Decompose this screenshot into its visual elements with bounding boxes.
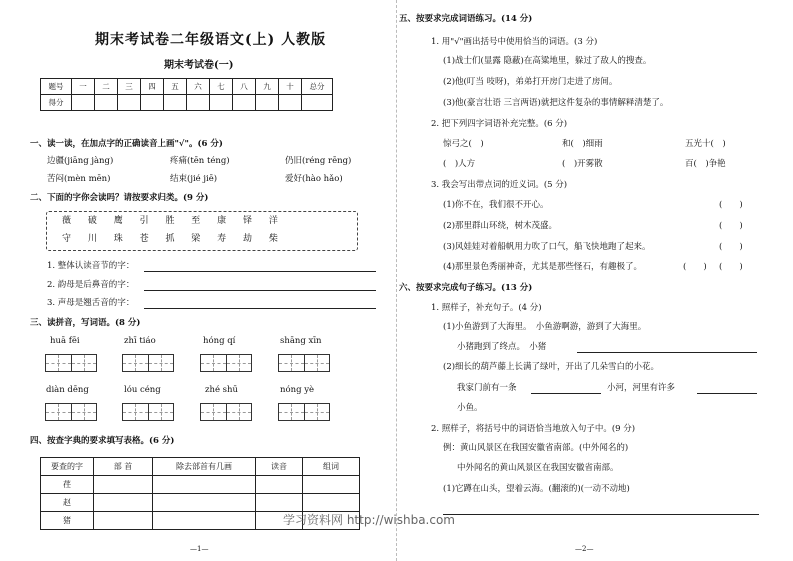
watermark: 学习资料网 http://wishba.com [283,513,455,527]
character-row: 薇 破 鹰 引 胜 至 康 铎 洋 [62,216,278,226]
exam-subtitle: 期末考试卷(一) [164,60,234,71]
q6-example: 中外闻名的黄山风景区在我国安徽省南部。 [457,463,619,473]
writing-grid[interactable] [122,403,174,421]
score-header-cell: 十 [279,79,302,95]
idiom-blank[interactable]: 五光十( ) [685,139,726,149]
q5-choice[interactable]: (1)战士们(显露 隐蔽)在高粱地里，躲过了敌人的搜查。 [443,56,652,66]
idiom-blank[interactable]: 和( )细雨 [562,139,603,149]
dict-cell[interactable] [153,476,256,494]
idiom-blank[interactable]: 惊弓之( ) [443,139,484,149]
page-right [397,0,793,561]
dict-cell[interactable] [153,512,256,530]
q2-line-label: 3. 声母是翘舌音的字： [47,298,135,308]
synonym-item: (1)你不在，我们很不开心。 [443,200,549,210]
answer-line[interactable] [144,308,376,309]
q5-choice[interactable]: (3)他(豪言壮语 三言两语)就把这件复杂的事情解释清楚了。 [443,98,669,108]
writing-grid[interactable] [200,354,252,372]
dict-cell[interactable] [303,476,360,494]
answer-line[interactable] [577,352,757,353]
pinyin: hóng qí [203,336,236,346]
q6-fill-text: 小猪跑到了终点。 小猪 [457,342,547,352]
q5-part2: 2. 把下列四字词语补充完整。(6 分) [431,119,568,129]
character-row: 守 川 珠 苍 抓 梁 寿 劫 柴 [62,234,278,244]
dict-cell[interactable] [153,494,256,512]
dict-char: 赵 [41,494,94,512]
score-header-cell: 五 [164,79,187,95]
score-header-cell: 总分 [302,79,333,95]
score-cell[interactable] [233,95,256,111]
score-cell[interactable] [72,95,95,111]
q5-choice[interactable]: (2)他(叮当 吱呀)，弟弟打开房门走进了房间。 [443,77,618,87]
page-title: 期末考试卷二年级语文(上) 人教版 [95,32,327,48]
q6-fill-text: 我家门前有一条 [457,383,517,393]
dict-cell[interactable] [256,476,303,494]
synonym-item: (3)风娃娃对着船帆用力吹了口气，船飞快地跑了起来。 [443,242,651,252]
dict-header: 组词 [303,458,360,476]
q3-heading: 三、读拼音，写词语。(8 分) [30,318,141,328]
q4-heading: 四、按查字典的要求填写表格。(6 分) [30,436,175,446]
score-header-cell: 一 [72,79,95,95]
writing-grid[interactable] [278,403,330,421]
score-cell[interactable] [302,95,333,111]
score-header-cell: 四 [141,79,164,95]
writing-grid[interactable] [45,354,97,372]
synonym-item: (4)那里景色秀丽神奇，尤其是那些怪石，有趣极了。 [443,262,643,272]
dict-cell[interactable] [94,494,153,512]
writing-grid[interactable] [278,354,330,372]
score-input-row [41,95,333,111]
score-header-cell: 八 [233,79,256,95]
q1-item[interactable]: 苦闷(mèn mēn) [47,174,111,184]
dict-char: 荏 [41,476,94,494]
score-cell[interactable] [279,95,302,111]
dict-header: 要查的字 [41,458,94,476]
dict-cell[interactable] [94,512,153,530]
q6-example: (2)细长的葫芦藤上长满了绿叶，开出了几朵雪白的小花。 [443,362,660,372]
dict-cell[interactable] [94,476,153,494]
q6-part1: 1. 照样子，补充句子。(4 分) [431,303,542,313]
q2-line-label: 2. 韵母是后鼻音的字： [47,280,135,290]
dict-header: 部 首 [94,458,153,476]
score-header-cell: 题号 [41,79,72,95]
q6-example: 例：黄山风景区在我国安徽省南部。(中外闻名的) [443,443,629,453]
score-cell[interactable] [118,95,141,111]
score-header-cell: 九 [256,79,279,95]
score-header-row [41,79,333,95]
q2-line-label: 1. 整体认读音节的字： [47,261,135,271]
answer-line[interactable] [443,514,759,515]
q5-heading: 五、按要求完成词语练习。(14 分) [399,14,533,24]
q1-item[interactable]: 疼痛(tēn téng) [170,156,230,166]
score-table [40,78,333,111]
q2-heading: 二、下面的字你会读吗？请按要求归类。(9 分) [30,193,209,203]
synonym-blank[interactable]: ( ) [719,221,743,231]
page-left [0,0,396,561]
answer-line[interactable] [697,393,757,394]
score-cell[interactable] [95,95,118,111]
answer-line[interactable] [531,393,601,394]
synonym-blank[interactable]: ( ) [719,242,743,252]
score-cell[interactable] [187,95,210,111]
q1-item[interactable]: 边疆(jiāng jàng) [47,156,114,166]
pinyin: nóng yè [280,385,315,395]
synonym-blank[interactable]: ( ) [719,262,743,272]
q6-part2: 2. 照样子，将括号中的词语恰当地放入句子中。(9 分) [431,424,636,434]
q6-fill-text: 小鱼。 [457,403,483,413]
q6-fill-text: 小河，河里有许多 [607,383,676,393]
score-cell[interactable] [164,95,187,111]
page-number: —2— [575,545,594,553]
pinyin: lóu céng [124,385,161,395]
dict-header: 读音 [256,458,303,476]
score-header-cell: 二 [95,79,118,95]
pinyin: zhé shū [205,385,238,395]
score-header-cell: 三 [118,79,141,95]
q6-item: (1)它蹲在山头，望着云海。(翻滚的)(一动不动地) [443,484,630,494]
score-cell[interactable] [210,95,233,111]
score-cell[interactable] [141,95,164,111]
q6-heading: 六、按要求完成句子练习。(13 分) [399,283,533,293]
q6-example: (1)小鱼游到了大海里。 小鱼游啊游，游到了大海里。 [443,322,647,332]
idiom-blank[interactable]: ( )开雾散 [562,159,603,169]
pinyin: diàn dēng [46,385,89,395]
score-header-cell: 七 [210,79,233,95]
synonym-blank[interactable]: ( ) [719,200,743,210]
dict-cell[interactable] [303,494,360,512]
q5-part3: 3. 我会写出带点词的近义词。(5 分) [431,180,568,190]
synonym-blank[interactable]: ( ) [683,262,707,272]
answer-line[interactable] [144,290,376,291]
q1-item[interactable]: 仍旧(réng rēng) [285,156,352,166]
score-row-label: 得分 [41,95,72,111]
dict-row [41,476,360,494]
synonym-item: (2)那里群山环绕，树木茂盛。 [443,221,558,231]
pinyin: huā fēi [50,336,80,346]
q1-heading: 一、读一读，在加点字的正确读音上画"√"。(6 分) [30,139,223,149]
q1-item[interactable]: 结束(jié jiē) [170,174,218,184]
pinyin: zhī tiáo [124,336,156,346]
score-header-cell: 六 [187,79,210,95]
dict-cell[interactable] [256,494,303,512]
dict-header: 除去部首有几画 [153,458,256,476]
idiom-blank[interactable]: 百( )争艳 [685,159,726,169]
pinyin: shāng xīn [280,336,322,346]
dict-char: 猪 [41,512,94,530]
idiom-blank[interactable]: ( )人方 [443,159,476,169]
writing-grid[interactable] [45,403,97,421]
writing-grid[interactable] [200,403,252,421]
dict-header-row [41,458,360,476]
q1-item[interactable]: 爱好(hào hǎo) [285,174,343,184]
page-number: —1— [190,545,209,553]
dict-row [41,494,360,512]
answer-line[interactable] [144,271,376,272]
q5-part1: 1. 用"√"画出括号中使用恰当的词语。(3 分) [431,37,598,47]
writing-grid[interactable] [122,354,174,372]
score-cell[interactable] [256,95,279,111]
